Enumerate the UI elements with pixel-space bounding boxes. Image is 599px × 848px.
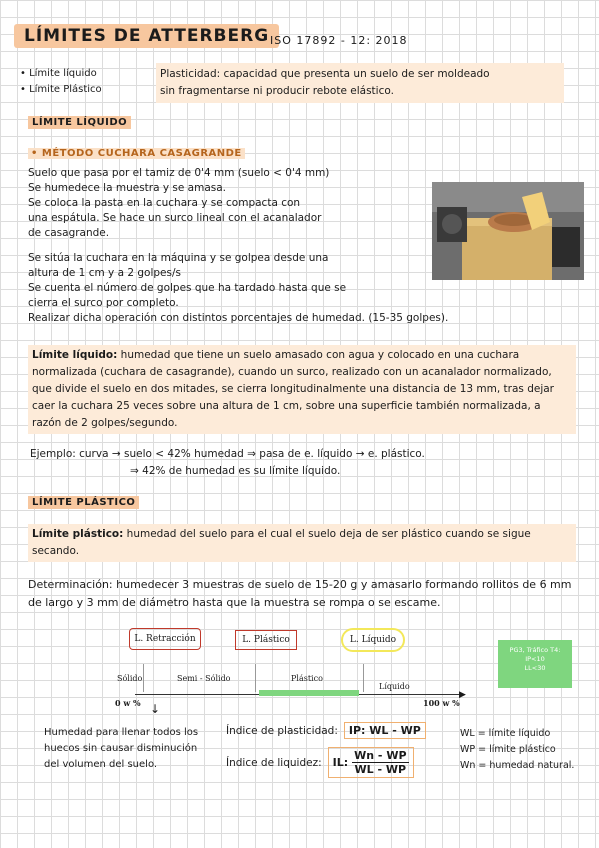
- liquid-limit-text: humedad que tiene un suelo amasado con agua y colocado en una cuchara normalizada (cuchara de casagrande), cuando un surco, realizado con un acanalador normalizado, que divide el suelo en dos mitades, se cierra longitudinalmente una distancia de 13 mm, tras dejar caer la cuchara 25 veces sobre una altura de 1 cm, sobre una superficie también normalizada, a razón de 2 golpes/segundo.: [32, 349, 554, 429]
- plastic-limit-definition: [28, 524, 576, 562]
- method-line: altura de 1 cm y a 2 golpes/s: [28, 267, 181, 279]
- section-plastic-limit: LÍMITE PLÁSTICO: [28, 496, 139, 509]
- method-steps-1: [28, 166, 428, 241]
- method-line: una espátula. Se hace un surco lineal con el acanalador: [28, 212, 322, 224]
- plastic-limit-text: humedad del suelo para el cual el suelo deja de ser plástico cuando se sigue secando.: [32, 528, 531, 557]
- method-line: Realizar dicha operación con distintos porcentajes de humedad. (15-35 golpes).: [28, 312, 449, 324]
- axis-right-label: 100 w %: [423, 698, 460, 708]
- plasticity-definition: [156, 63, 564, 103]
- plasticity-line-2: sin fragmentarse ni producir rebote elástico.: [160, 85, 394, 97]
- fraction-numerator: Wn - WP: [354, 749, 407, 762]
- box-plastic-limit: L. Plástico: [235, 630, 297, 650]
- axis-arrow-icon: ▶: [459, 690, 466, 700]
- legend: [460, 726, 574, 774]
- fraction-denominator: WL - WP: [354, 763, 407, 776]
- pg3-note: [498, 640, 572, 688]
- example-line-1: Ejemplo: curva → suelo < 42% humedad ⇒ pasa de e. líquido → e. plástico.: [30, 448, 425, 460]
- down-arrow-icon: ↓: [150, 702, 161, 716]
- method-line: cierra el surco por completo.: [28, 297, 179, 309]
- pg3-line: PG3, Tráfico T4:: [509, 646, 561, 654]
- liquidity-index-label: Índice de liquidez:: [226, 756, 322, 769]
- bullet-liquid: • Límite líquido: [20, 68, 97, 79]
- method-line: Suelo que pasa por el tamiz de 0'4 mm (suelo < 0'4 mm): [28, 167, 330, 179]
- state-semisolid: Semi - Sólido: [177, 674, 231, 683]
- method-line: de casagrande.: [28, 227, 110, 239]
- method-steps-2: [28, 251, 568, 326]
- legend-item: WL = límite líquido: [460, 728, 551, 739]
- plasticity-line-1: Plasticidad: capacidad que presenta un suelo de ser moldeado: [160, 68, 490, 80]
- section-liquid-limit: LÍMITE LÍQUIDO: [28, 116, 131, 129]
- liquidity-index-formula: [328, 747, 414, 778]
- iso-standard: ISO 17892 - 12: 2018: [270, 34, 408, 47]
- plastic-range-bar: [259, 690, 359, 696]
- legend-item: Wn = humedad natural.: [460, 760, 575, 771]
- method-line: Se coloca la pasta en la cuchara y se compacta con: [28, 197, 301, 209]
- pg3-line: IP<10: [525, 655, 545, 663]
- liquidity-prefix: IL:: [332, 756, 349, 769]
- method-line: Se cuenta el número de golpes que ha tardado hasta que se: [28, 282, 347, 294]
- plasticity-index-label: Índice de plasticidad:: [226, 724, 338, 737]
- state-liquid: Líquido: [379, 682, 410, 691]
- bullet-plastic: • Límite Plástico: [20, 84, 102, 95]
- atterberg-diagram: [105, 624, 475, 714]
- box-shrinkage-limit: L. Retracción: [129, 628, 201, 650]
- liquid-limit-label: Límite líquido:: [32, 349, 118, 361]
- pg3-line: LL<30: [524, 664, 546, 672]
- example: [30, 446, 425, 480]
- state-plastic: Plástico: [291, 674, 323, 683]
- example-line-2: ⇒ 42% de humedad es su límite líquido.: [130, 465, 341, 477]
- method-title: • MÉTODO CUCHARA CASAGRANDE: [28, 148, 245, 159]
- legend-item: WP = límite plástico: [460, 744, 556, 755]
- plasticity-index-formula: IP: WL - WP: [344, 722, 426, 739]
- box-liquid-limit: L. Líquido: [341, 628, 405, 652]
- humidity-note: Humedad para llenar todos los huecos sin causar disminución del volumen del suelo.: [44, 727, 199, 770]
- method-line: Se humedece la muestra y se amasa.: [28, 182, 227, 194]
- indices: [226, 722, 426, 778]
- divider: [363, 664, 364, 692]
- axis-left-label: 0 w %: [115, 698, 141, 708]
- state-solid: Sólido: [117, 674, 143, 683]
- plastic-limit-label: Límite plástico:: [32, 528, 124, 540]
- topic-list: [20, 66, 102, 98]
- fraction: [352, 749, 408, 776]
- method-line: Se sitúa la cuchara en la máquina y se golpea desde una: [28, 252, 329, 264]
- liquid-limit-definition: [28, 345, 576, 434]
- determination: Determinación: humedecer 3 muestras de suelo de 15-20 g y amasarlo formando rollitos de 6 mm de largo y 3 mm de diámetro hasta que la muestra se rompa o se escame.: [28, 578, 572, 609]
- divider: [143, 664, 144, 692]
- page-title: LÍMITES DE ATTERBERG: [14, 24, 279, 48]
- divider: [255, 664, 256, 692]
